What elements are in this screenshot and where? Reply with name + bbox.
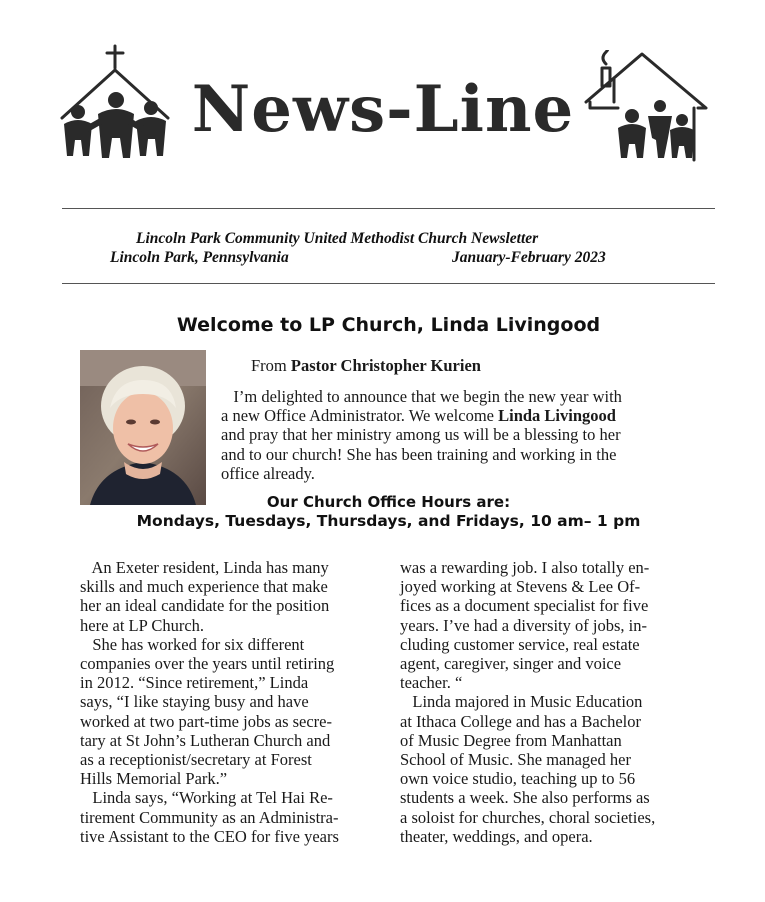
body-column-right <box>400 558 700 846</box>
body-line: a soloist for churches, choral societies, <box>400 807 656 827</box>
article-byline <box>251 356 481 376</box>
body-line: agent, caregiver, singer and voice <box>400 654 622 674</box>
intro-line: I’m delighted to announce that we begin the new year with <box>233 387 622 406</box>
body-line: cluding customer service, real estate <box>400 634 640 654</box>
header-top-rule <box>62 208 715 209</box>
body-line: her an ideal candidate for the position <box>80 596 330 616</box>
body-line: was a rewarding job. I also totally en- <box>400 558 650 577</box>
article-headline: Welcome to LP Church, Linda Livingood <box>176 314 601 336</box>
body-line: in 2012. “Since retirement,” Linda <box>80 673 309 693</box>
masthead-title: News-Line <box>191 72 575 147</box>
body-line: says, “I like staying busy and have <box>80 692 309 712</box>
body-line: worked at two part-time jobs as secre- <box>80 711 332 731</box>
body-line: Linda says, “Working at Tel Hai Re- <box>80 788 333 808</box>
body-line: years. I’ve had a diversity of jobs, in- <box>400 615 647 635</box>
body-line: Hills Memorial Park.” <box>80 769 228 789</box>
newsletter-name: Lincoln Park Community United Methodist Church Newsletter <box>136 230 539 247</box>
intro-paragraph <box>221 387 691 483</box>
intro-name-bold: Linda Livingood <box>498 406 616 426</box>
body-line: of Music Degree from Manhattan <box>400 730 622 750</box>
body-line: An Exeter resident, Linda has many <box>80 558 329 577</box>
office-hours-text: Mondays, Tuesdays, Thursdays, and Fridays, 10 am– 1 pm <box>136 512 641 530</box>
byline-prefix: From <box>251 356 287 375</box>
body-line: here at LP Church. <box>80 615 205 635</box>
church-family-icon <box>56 44 174 162</box>
body-line: companies over the years until retiring <box>80 654 335 674</box>
intro-line: and pray that her ministry among us will be a blessing to her <box>221 425 621 445</box>
body-line: tary at St John’s Lutheran Church and <box>80 730 331 750</box>
intro-line: and to our church! She has been training and working in the <box>221 444 617 464</box>
header-bottom-rule <box>62 283 715 284</box>
issue-date: January-February 2023 <box>452 249 606 266</box>
intro-line: a new Office Administrator. We welcome Linda Livingood <box>221 406 616 426</box>
house-family-icon <box>582 50 712 162</box>
office-hours-title: Our Church Office Hours are: <box>266 493 511 511</box>
body-line: own voice studio, teaching up to 56 <box>400 769 636 789</box>
body-line: tirement Community as an Administra- <box>80 807 339 827</box>
body-line: teacher. “ <box>400 673 463 693</box>
body-line: School of Music. She managed her <box>400 750 631 770</box>
intro-line: office already. <box>221 463 315 483</box>
linda-livingood-photo <box>80 350 206 505</box>
body-line: She has worked for six different <box>80 634 305 654</box>
body-line: Linda majored in Music Education <box>400 692 643 712</box>
body-line: skills and much experience that make <box>80 577 328 597</box>
body-line: fices as a document specialist for five <box>400 596 649 616</box>
body-line: tive Assistant to the CEO for five years <box>80 826 339 846</box>
body-line: theater, weddings, and opera. <box>400 826 593 846</box>
body-line: students a week. She also performs as <box>400 788 650 808</box>
body-line: joyed working at Stevens & Lee Of- <box>400 577 641 597</box>
newsletter-location: Lincoln Park, Pennsylvania <box>110 249 289 266</box>
body-line: at Ithaca College and has a Bachelor <box>400 711 641 731</box>
body-line: as a receptionist/secretary at Forest <box>80 750 312 770</box>
byline-author: Pastor Christopher Kurien <box>290 356 481 375</box>
body-column-left <box>80 558 380 846</box>
